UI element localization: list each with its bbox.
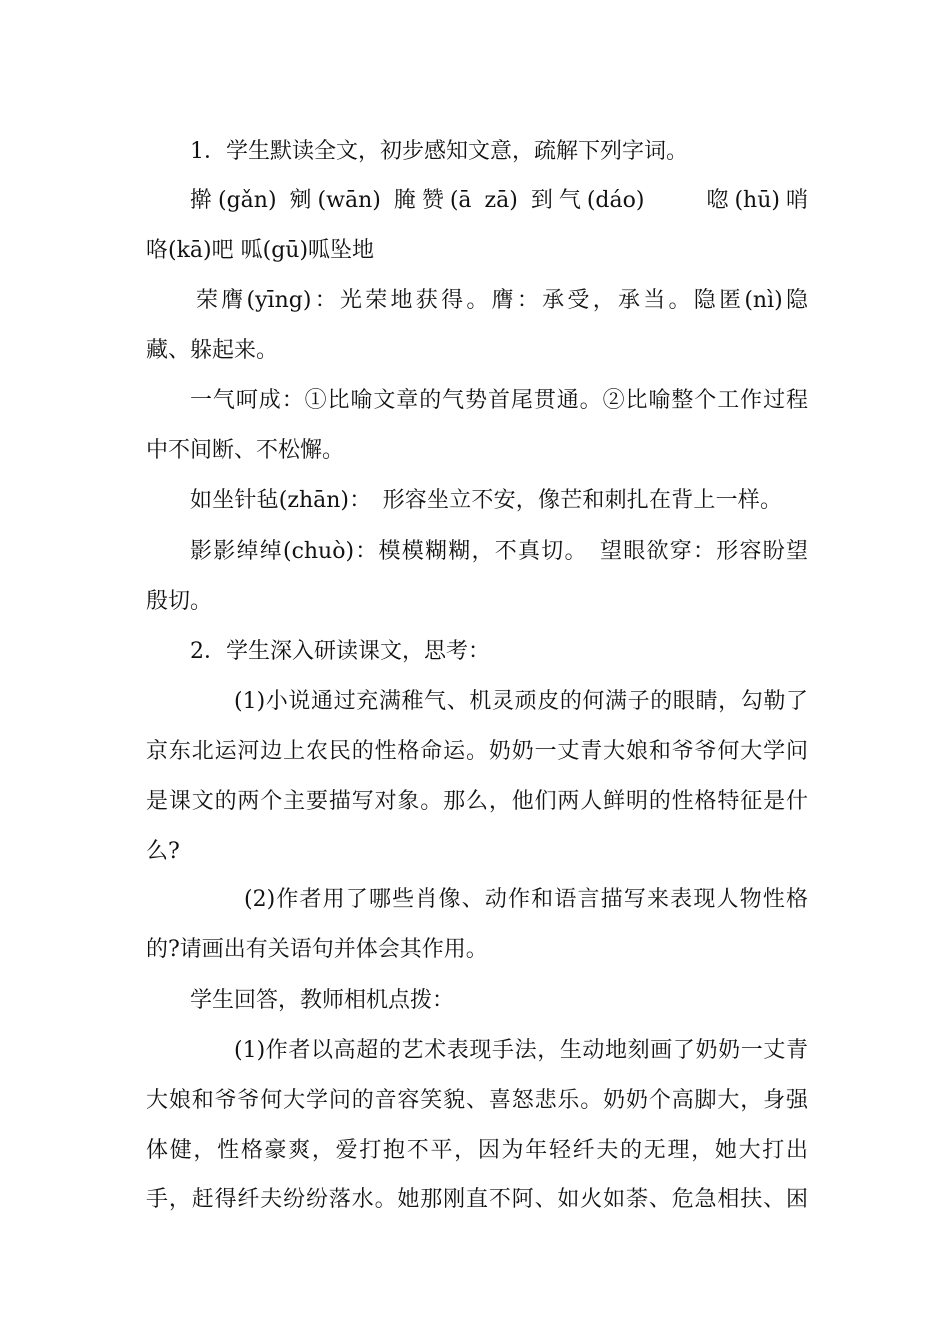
paragraph-line-13: 京东北运河边上农民的性格命运。奶奶一丈青大娘和爷爷何大学问 xyxy=(146,739,808,764)
paragraph-line-4: 荣膺(yīng)：光荣地获得。膺：承受，承当。隐匿(nì)隐 xyxy=(196,288,808,313)
paragraph-line-14: 是课文的两个主要描写对象。那么，他们两人鲜明的性格特征是什 xyxy=(146,789,808,814)
paragraph-line-9: 影影绰绰(chuò)：模模糊糊，不真切。 望眼欲穿：形容盼望 xyxy=(190,539,808,564)
paragraph-line-20: 大娘和爷爷何大学问的音容笑貌、喜怒悲乐。奶奶个高脚大，身强 xyxy=(146,1088,808,1113)
paragraph-line-17: 的?请画出有关语句并体会其作用。 xyxy=(146,937,488,962)
paragraph-line-7: 中不间断、不松懈。 xyxy=(146,438,345,463)
paragraph-line-16: (2)作者用了哪些肖像、动作和语言描写来表现人物性格 xyxy=(244,887,808,912)
paragraph-line-15: 么? xyxy=(146,839,180,864)
paragraph-line-19: (1)作者以高超的艺术表现手法，生动地刻画了奶奶一丈青 xyxy=(234,1038,808,1063)
paragraph-line-21: 体健，性格豪爽，爱打抱不平，因为年轻纤夫的无理，她大打出 xyxy=(146,1138,808,1163)
paragraph-line-5: 藏、躲起来。 xyxy=(146,338,279,363)
paragraph-line-10: 殷切。 xyxy=(146,589,213,614)
paragraph-line-22: 手，赶得纤夫纷纷落水。她那刚直不阿、如火如荼、危急相扶、困 xyxy=(146,1187,808,1212)
paragraph-line-11: 2．学生深入研读课文，思考： xyxy=(190,639,490,664)
paragraph-line-18: 学生回答，教师相机点拨： xyxy=(190,988,455,1013)
paragraph-line-3: 咯(kā)吧 呱(gū)呱坠地 xyxy=(146,238,375,263)
paragraph-line-2: 擀(gǎn) 剜(wān) 腌赞(ā zā) 到气(dáo) 唿(hū)哨 xyxy=(190,188,808,213)
paragraph-line-8: 如坐针毡(zhān)： 形容坐立不安，像芒和刺扎在背上一样。 xyxy=(190,488,782,513)
paragraph-line-12: (1)小说通过充满稚气、机灵顽皮的何满子的眼睛，勾勒了 xyxy=(234,689,808,714)
paragraph-line-1: 1．学生默读全文，初步感知文意，疏解下列字词。 xyxy=(190,139,688,164)
paragraph-line-6: 一气呵成：①比喻文章的气势首尾贯通。②比喻整个工作过程 xyxy=(190,388,808,413)
